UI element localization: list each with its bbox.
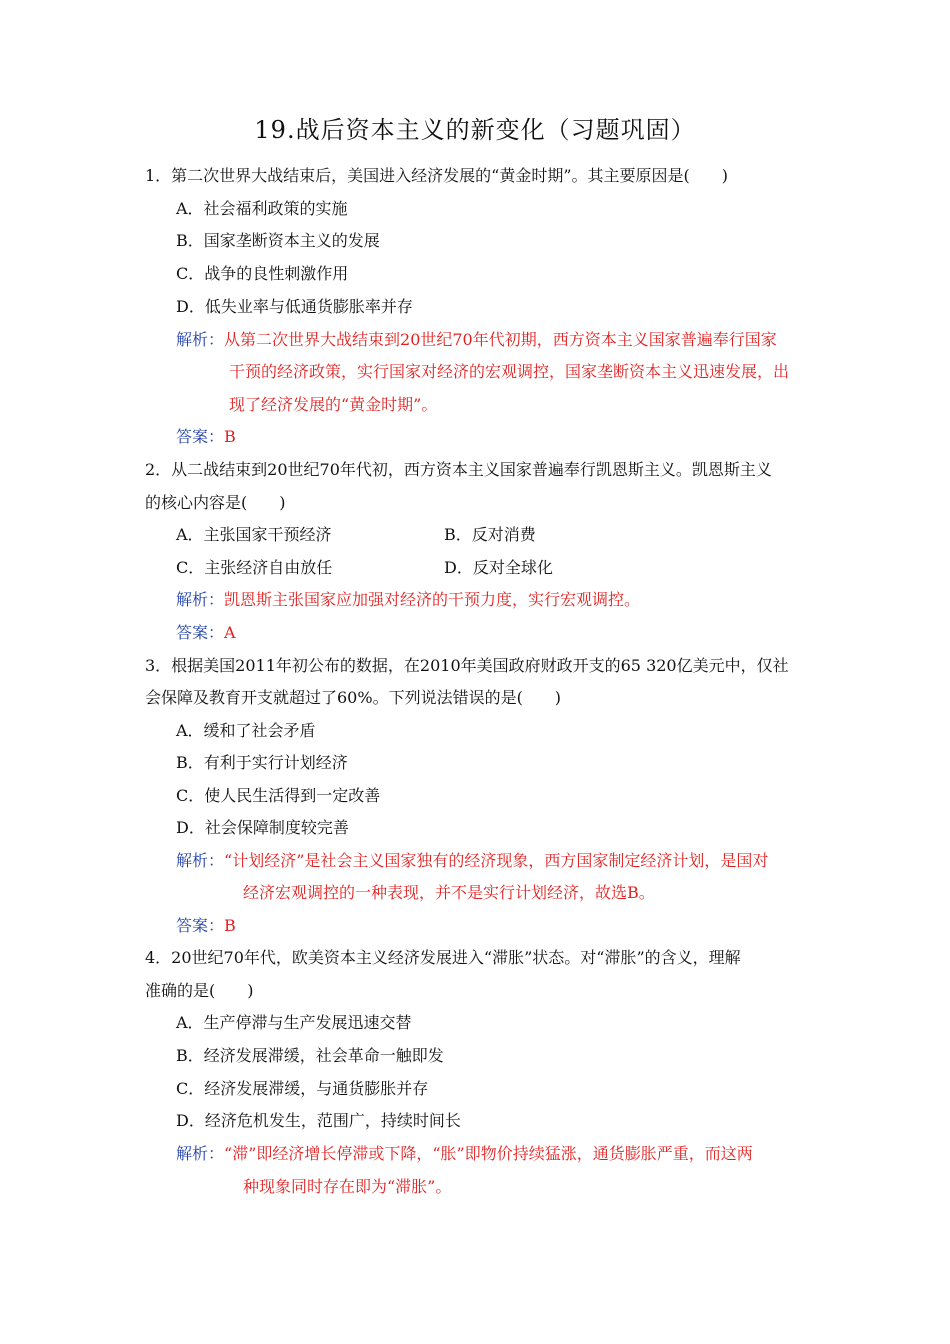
question-2-option-c: C．主张经济自由放任	[176, 558, 333, 577]
question-1-answer	[176, 427, 841, 447]
analysis-text: 从第二次世界大战结束到20世纪70年代初期，西方资本主义国家普遍奉行国家	[224, 330, 777, 349]
answer-label: 答案：	[176, 427, 225, 446]
question-3-option-c: C．使人民生活得到一定改善	[176, 786, 381, 805]
question-4-option-c: C．经济发展滞缓，与通货膨胀并存	[176, 1079, 429, 1098]
question-4-option-a: A．生产停滞与生产发展迅速交替	[176, 1013, 412, 1032]
question-3-stem: 3．根据美国2011年初公布的数据，在2010年美国政府财政开支的65 320亿美元中，仅社	[145, 656, 789, 675]
question-1-analysis	[176, 330, 841, 350]
answer-value: A	[224, 623, 236, 642]
question-4-analysis	[176, 1144, 841, 1164]
question-4-option-d: D．经济危机发生，范围广，持续时间长	[176, 1111, 461, 1130]
analysis-label: 解析：	[176, 330, 225, 349]
question-1-analysis-line-3: 现了经济发展的“黄金时期”。	[229, 395, 438, 414]
answer-label: 答案：	[176, 623, 225, 642]
question-2-stem: 2．从二战结束到20世纪70年代初，西方资本主义国家普遍奉行凯恩斯主义。凯恩斯主义	[145, 460, 772, 479]
question-2-analysis	[176, 590, 841, 610]
analysis-label: 解析：	[176, 1144, 225, 1163]
question-1-option-b: B．国家垄断资本主义的发展	[176, 231, 380, 250]
answer-label: 答案：	[176, 916, 225, 935]
question-2-option-b: B．反对消费	[444, 525, 536, 544]
question-4-stem: 4．20世纪70年代，欧美资本主义经济发展进入“滞胀”状态。对“滞胀”的含义，理解	[145, 948, 741, 967]
question-4-analysis-line-2: 种现象同时存在即为“滞胀”。	[243, 1177, 452, 1196]
analysis-text: “滞”即经济增长停滞或下降，“胀”即物价持续猛涨，通货膨胀严重，而这两	[224, 1144, 753, 1163]
question-1-analysis-line-2: 干预的经济政策，实行国家对经济的宏观调控，国家垄断资本主义迅速发展，出	[229, 362, 790, 381]
question-3-answer	[176, 916, 841, 936]
question-4-option-b: B．经济发展滞缓，社会革命一触即发	[176, 1046, 444, 1065]
question-3-analysis-line-2: 经济宏观调控的一种表现，并不是实行计划经济，故选B。	[243, 883, 655, 902]
question-3-stem-line-2: 会保障及教育开支就超过了60%。下列说法错误的是( )	[145, 688, 562, 707]
question-2-answer	[176, 623, 841, 643]
analysis-label: 解析：	[176, 851, 225, 870]
question-3-option-a: A．缓和了社会矛盾	[176, 721, 316, 740]
question-3-option-b: B．有利于实行计划经济	[176, 753, 348, 772]
analysis-label: 解析：	[176, 590, 225, 609]
question-1-stem: 1．第二次世界大战结束后，美国进入经济发展的“黄金时期”。其主要原因是( )	[145, 166, 729, 185]
question-2-stem-line-2: 的核心内容是( )	[145, 493, 286, 512]
question-1-option-d: D．低失业率与低通货膨胀率并存	[176, 297, 413, 316]
question-4-stem-line-2: 准确的是( )	[145, 981, 254, 1000]
analysis-text: “计划经济”是社会主义国家独有的经济现象，西方国家制定经济计划，是国对	[224, 851, 769, 870]
answer-value: B	[224, 427, 236, 446]
analysis-text: 凯恩斯主张国家应加强对经济的干预力度，实行宏观调控。	[224, 590, 641, 609]
answer-value: B	[224, 916, 236, 935]
question-2-option-a: A．主张国家干预经济	[176, 525, 332, 544]
question-1-option-a: A．社会福利政策的实施	[176, 199, 348, 218]
question-3-option-d: D．社会保障制度较完善	[176, 818, 349, 837]
question-3-analysis	[176, 851, 841, 871]
page-title: 19.战后资本主义的新变化（习题巩固）	[254, 116, 696, 144]
question-2-option-d: D．反对全球化	[444, 558, 553, 577]
question-1-option-c: C．战争的良性刺激作用	[176, 264, 349, 283]
